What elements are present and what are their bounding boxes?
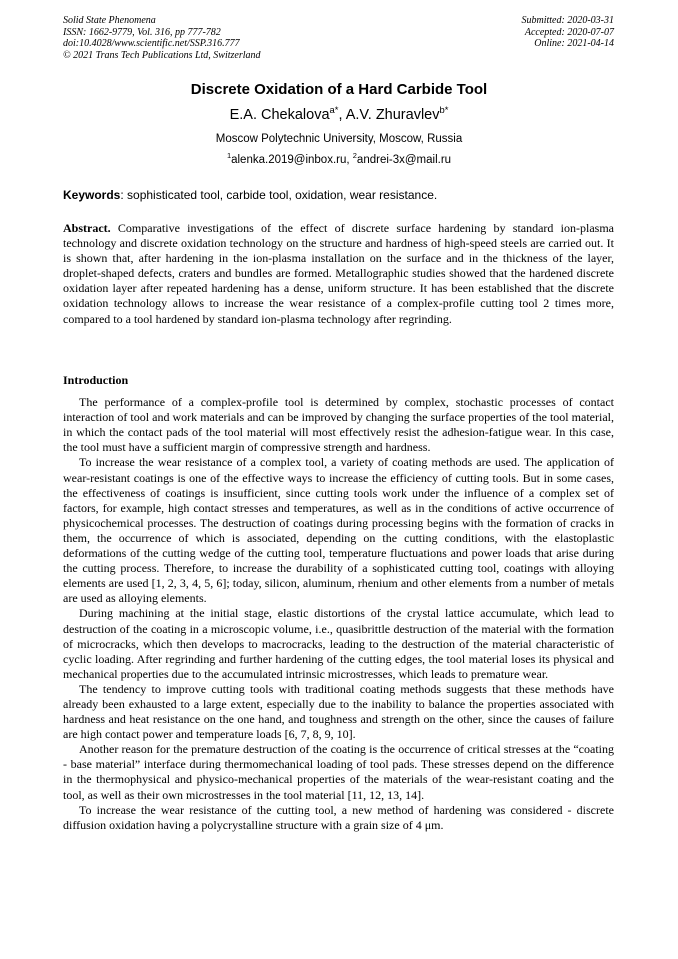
- email-separator: ,: [346, 154, 353, 166]
- affiliation: Moscow Polytechnic University, Moscow, Russia: [215, 133, 463, 145]
- keywords: [63, 188, 437, 202]
- submitted-date: Submitted: 2020-03-31: [521, 15, 614, 26]
- accepted-date: Accepted: 2020-07-07: [524, 26, 614, 38]
- paper-title: Discrete Oxidation of a Hard Carbide Tool: [190, 81, 488, 98]
- author-list: [0, 106, 678, 124]
- body-paragraph: The performance of a complex-profile tool is determined by complex, stochastic processes of contact interaction of tool and work materials and can be improved by changing the surface properties of the tool material, in which the contact pads of the tool material will most effectively resist the adhesion-fatigue wear. In this case, the tool must have a sufficient margin of compressive strength and hardness.: [63, 395, 614, 455]
- abstract-text: Comparative investigations of the effect of discrete surface hardening by standard ion-plasma technology and discrete oxidation technology on the structure and hardness of high-speed steels are carried out. It is shown that, after hardening in the ion-plasma installation on the surface and in the thickness of the layer, droplet-shaped defects, craters and bundles are formed. Metallographic studies showed that the hardened discrete oxidation layer after repeated hardening has a dense, uniform structure. It has been established that the discrete oxidation technology allows to increase the wear resistance of a complex-profile cutting tool 2 times more, compared to a tool hardened by standard ion-plasma technology after regrinding.: [63, 221, 614, 326]
- email-link[interactable]: alenka.2019@inbox.ru: [231, 154, 347, 166]
- body-paragraph: Another reason for the premature destruction of the coating is the occurrence of critical stresses at the “coating - base material” interface during thermomechanical loading of tool pads. These stresses depend on the difference in the thermophysical and physico-mechanical properties of the materials of the wear-resistant coating and the tool, as well as their own microstresses in the tool material [11, 12, 13, 14].: [63, 742, 614, 802]
- body-paragraph: To increase the wear resistance of a complex tool, a variety of coating methods are used. The application of wear-resistant coatings is one of the effective ways to increase the efficiency of cutting tools. But in some cases, the effectiveness of coatings is insufficient, since cutting tools work under the influence of a complex set of factors, for example, high contact stresses and temperatures, as well as in the conditions of active occurrence of physicochemical processes. The destruction of coatings during processing begins with the formation of cracks in them, the occurrence of which is associated, depending on the cutting conditions, with the elastoplastic deformations of the cutting wedge of the cutting tool, temperature fluctuations and power loads that arise during the cutting process. Therefore, to increase the durability of a sophisticated cutting tool, coatings with alloying elements are used [1, 2, 3, 4, 5, 6]; today, silicon, aluminum, rhenium and other elements from a number of metals are used as alloying elements.: [63, 455, 614, 606]
- journal-info: [63, 15, 261, 61]
- online-date: Online: 2021-04-14: [534, 38, 614, 49]
- doi: doi:10.4028/www.scientific.net/SSP.316.777: [63, 38, 240, 49]
- submission-dates: [522, 15, 615, 50]
- author-affil-mark: b*: [439, 104, 449, 116]
- author-separator: ,: [338, 107, 346, 123]
- abstract: [63, 221, 614, 327]
- body-paragraph: The tendency to improve cutting tools with traditional coating methods suggests that these methods have already been exhausted to a large extent, especially due to the inability to balance the properties associated with hardness and heat resistance on the one hand, and toughness and strength on the other, since the causes of failure are high contact power and temperature loads [6, 7, 8, 9, 10].: [63, 681, 614, 742]
- author-emails: [0, 153, 678, 167]
- keywords-text: : sophisticated tool, carbide tool, oxidation, wear resistance.: [120, 188, 438, 202]
- email-mark: 2: [352, 151, 357, 161]
- abstract-label: Abstract.: [63, 221, 111, 235]
- body-paragraph: During machining at the initial stage, elastic distortions of the crystal lattice accumulate, which lead to destruction of the coating in a microscopic volume, i.e., quasibrittle destruction of the material with the formation of microcracks, which then develops to macrocracks, leading to the destruction of the material characteristic of cyclic loading. After regrinding and further hardening of the cutting edges, the tool material loses its physical and mechanical properties due to the accumulated intrinsic microstresses, which leads to premature wear.: [63, 606, 614, 681]
- email-link[interactable]: andrei-3x@mail.ru: [356, 154, 452, 166]
- keywords-label: Keywords: [63, 188, 121, 202]
- issn-volume: ISSN: 1662-9779, Vol. 316, pp 777-782: [63, 26, 221, 38]
- body-paragraph: To increase the wear resistance of the cutting tool, a new method of hardening was considered - discrete diffusion oxidation having a polycrystalline structure with a grain size of 4 μm.: [63, 802, 614, 832]
- author-affil-mark: a*: [329, 104, 339, 116]
- journal-name: Solid State Phenomena: [63, 15, 156, 26]
- copyright: © 2021 Trans Tech Publications Ltd, Switzerland: [63, 49, 261, 61]
- author-name: A.V. Zhuravlev: [345, 107, 440, 123]
- abstract-paragraph: [63, 221, 614, 327]
- section-heading: Introduction: [63, 373, 129, 387]
- author-name: E.A. Chekalova: [229, 107, 330, 123]
- email-mark: 1: [226, 151, 232, 161]
- introduction-section: [63, 373, 614, 833]
